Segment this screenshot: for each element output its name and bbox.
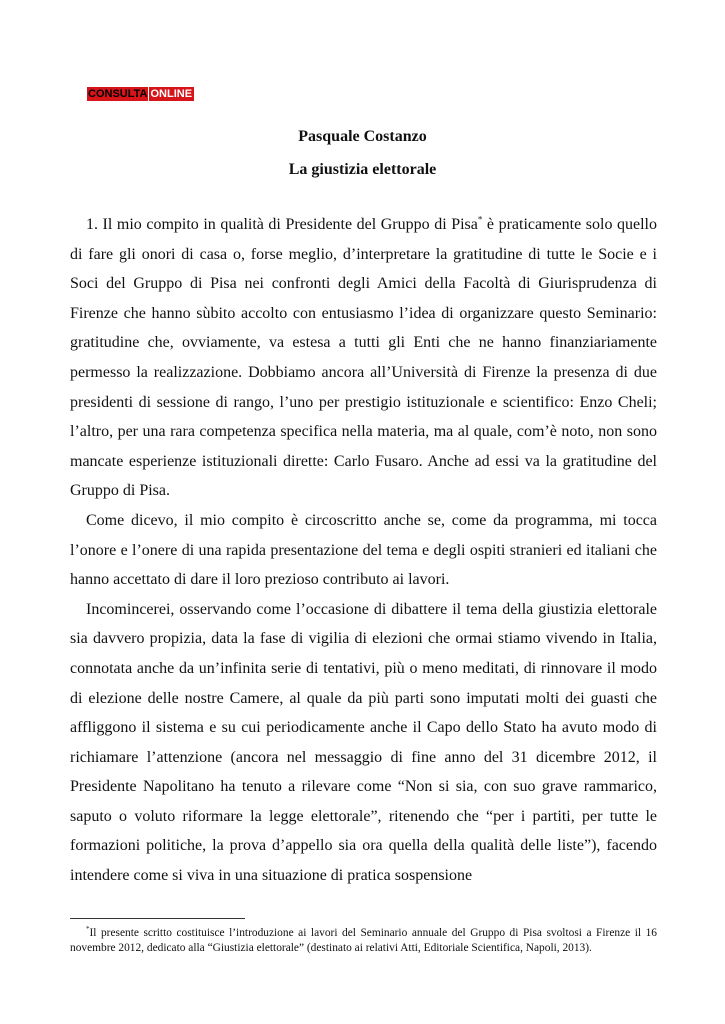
paragraph-1-rest: è praticamente solo quello di fare gli onori di casa o, forse meglio, d’interpretare la gratitudine di tutte le Socie e i Soci del Gruppo di Pisa nei confronti degli Amici della Facoltà di Giurisprudenza di Firenze che hanno sùbito accolto con entusiasmo l’idea di organizzare questo Seminario: gratitudine che, ovviamente, va estesa a tutti gli Enti che ne hanno finanziariamente permesso la realizzazione. Dobbiamo ancora all’Università di Firenze la presenza di due presidenti di sessione di rango, l’uno per prestigio istituzionale e scientifico: Enzo Cheli; l’altro, per una rara competenza specifica nella materia, ma al quale, com’è noto, non sono mancate esperienze istituzionali dirette: Carlo Fusaro. Anche ad essi va la gratitudine del Gruppo di Pisa. [70,216,657,500]
paragraph-1-start: 1. Il mio compito in qualità di Presidente del Gruppo di Pisa [86,216,478,233]
footnote-text: Il presente scritto costituisce l’introduzione ai lavori del Seminario annuale del Gruppo di Pisa svoltosi a Firenze il 16 novembre 2012, dedicato alla “Giustizia elettorale” (destinato ai relativi Atti, Editoriale Scientifica, Napoli, 2013). [70,927,657,954]
footnote [70,926,657,955]
footnote-mark: * [86,925,90,934]
author-name: Pasquale Costanzo [298,128,427,145]
consulta-online-logo [87,87,194,101]
body-text [70,210,657,891]
footnote-reference[interactable]: * [477,214,483,225]
logo-consulta: CONSULTA [88,88,148,100]
paragraph-2: Come dicevo, il mio compito è circoscritto anche se, come da programma, mi tocca l’onore e l’onere di una rapida presentazione del tema e degli ospiti stranieri ed italiani che hanno accettato di dare il loro prezioso contributo ai lavori. [70,511,657,589]
paragraph-1 [70,210,657,506]
footnote-separator [70,918,245,919]
paragraph-3: Incomincerei, osservando come l’occasione di dibattere il tema della giustizia elettorale sia davvero propizia, data la fase di vigilia di elezioni che ormai stiamo vivendo in Italia, connotata anche da un’infinita serie di tentativi, più o meno meditati, di rinnovare il modo di elezione delle nostre Camere, al quale da più parti sono imputati molti dei guasti che affliggono il sistema e su cui periodicamente anche il Capo dello Stato ha avuto modo di richiamare l’attenzione (ancora nel messaggio di fine anno del 31 dicembre 2012, il Presidente Napolitano ha tenuto a rilevare come “Non si sia, con suo grave rammarico, saputo o voluto riformare la legge elettorale”, ritenendo che “per i partiti, per tutte le formazioni politiche, la prova d’appello sia ora quella della qualità delle liste”), facendo intendere come si viva in una situazione di pratica sospensione [70,600,657,885]
logo-online: ONLINE [150,88,193,100]
document-title: La giustizia elettorale [288,161,437,178]
